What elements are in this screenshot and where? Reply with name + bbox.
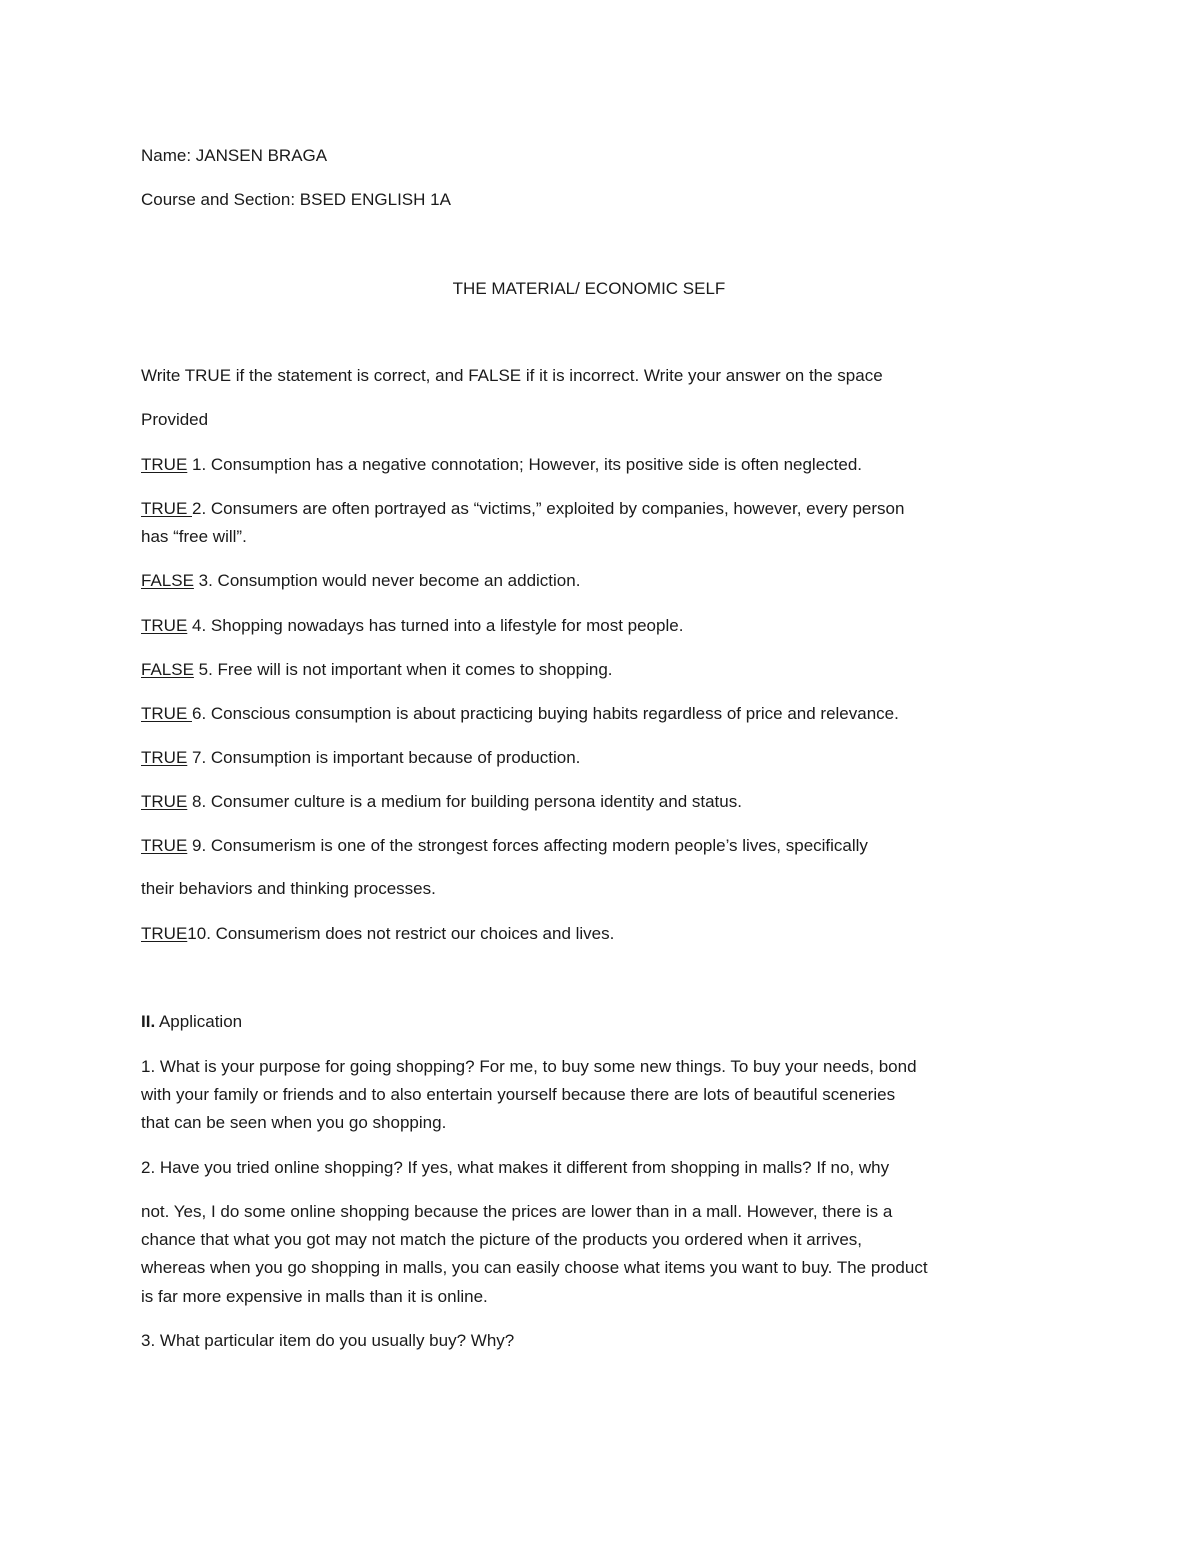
statement: 5. Free will is not important when it comes to shopping. <box>193 660 613 679</box>
answer: FALSE <box>141 571 194 590</box>
answer: TRUE <box>141 499 192 518</box>
statement: 6. Conscious consumption is about practicing buying habits regardless of price and relevance. <box>192 704 899 723</box>
question-1: 1. What is your purpose for going shopping? For me, to buy some new things. To buy your needs, bond <box>141 1057 917 1076</box>
answer: TRUE <box>141 924 188 943</box>
tf-item <box>141 835 868 857</box>
statement: 7. Consumption is important because of production. <box>187 748 581 767</box>
statement: 9. Consumerism is one of the strongest forces affecting modern people’s lives, specifically <box>187 836 868 855</box>
tf-item <box>141 659 613 681</box>
question-2: 2. Have you tried online shopping? If yes, what makes it different from shopping in malls? If no, why <box>141 1158 890 1177</box>
statement: 3. Consumption would never become an addiction. <box>193 571 581 590</box>
answer: TRUE <box>141 748 188 767</box>
answer: TRUE <box>141 616 188 635</box>
answer-2: is far more expensive in malls than it is online. <box>141 1287 488 1306</box>
statement: 10. Consumerism does not restrict our choices and lives. <box>187 924 615 943</box>
statement: 1. Consumption has a negative connotation; However, its positive side is often neglected. <box>187 455 863 474</box>
course-line: Course and Section: BSED ENGLISH 1A <box>141 190 451 209</box>
answer: TRUE <box>141 455 188 474</box>
instructions-line: Write TRUE if the statement is correct, and FALSE if it is incorrect. Write your answer on the space <box>141 366 883 385</box>
statement: 8. Consumer culture is a medium for building persona identity and status. <box>187 792 742 811</box>
instructions-line: Provided <box>141 410 209 429</box>
tf-item <box>141 615 683 637</box>
statement-continuation: their behaviors and thinking processes. <box>141 879 436 898</box>
statement: 2. Consumers are often portrayed as “victims,” exploited by companies, however, every person <box>192 499 905 518</box>
application-heading <box>141 1011 242 1033</box>
tf-item <box>141 570 580 592</box>
document-title: THE MATERIAL/ ECONOMIC SELF <box>452 279 726 298</box>
statement: 4. Shopping nowadays has turned into a lifestyle for most people. <box>187 616 684 635</box>
tf-item <box>141 791 742 813</box>
answer: FALSE <box>141 660 194 679</box>
section-numeral: II. <box>141 1012 156 1031</box>
answer: TRUE <box>141 792 188 811</box>
answer-2: not. Yes, I do some online shopping because the prices are lower than in a mall. However, there is a <box>141 1202 893 1221</box>
question-3: 3. What particular item do you usually buy? Why? <box>141 1331 515 1350</box>
answer-2: chance that what you got may not match the picture of the products you ordered when it arrives, <box>141 1230 863 1249</box>
tf-item <box>141 923 614 945</box>
answer-1: that can be seen when you go shopping. <box>141 1113 447 1132</box>
answer: TRUE <box>141 704 192 723</box>
statement-continuation: has “free will”. <box>141 527 247 546</box>
tf-item <box>141 498 904 520</box>
answer-1: with your family or friends and to also entertain yourself because there are lots of beautiful sceneries <box>141 1085 896 1104</box>
section-title: Application <box>155 1012 243 1031</box>
answer-2: whereas when you go shopping in malls, you can easily choose what items you want to buy. The product <box>141 1258 928 1277</box>
answer: TRUE <box>141 836 188 855</box>
name-line: Name: JANSEN BRAGA <box>141 146 328 165</box>
tf-item <box>141 747 580 769</box>
tf-item <box>141 703 899 725</box>
tf-item <box>141 454 862 476</box>
